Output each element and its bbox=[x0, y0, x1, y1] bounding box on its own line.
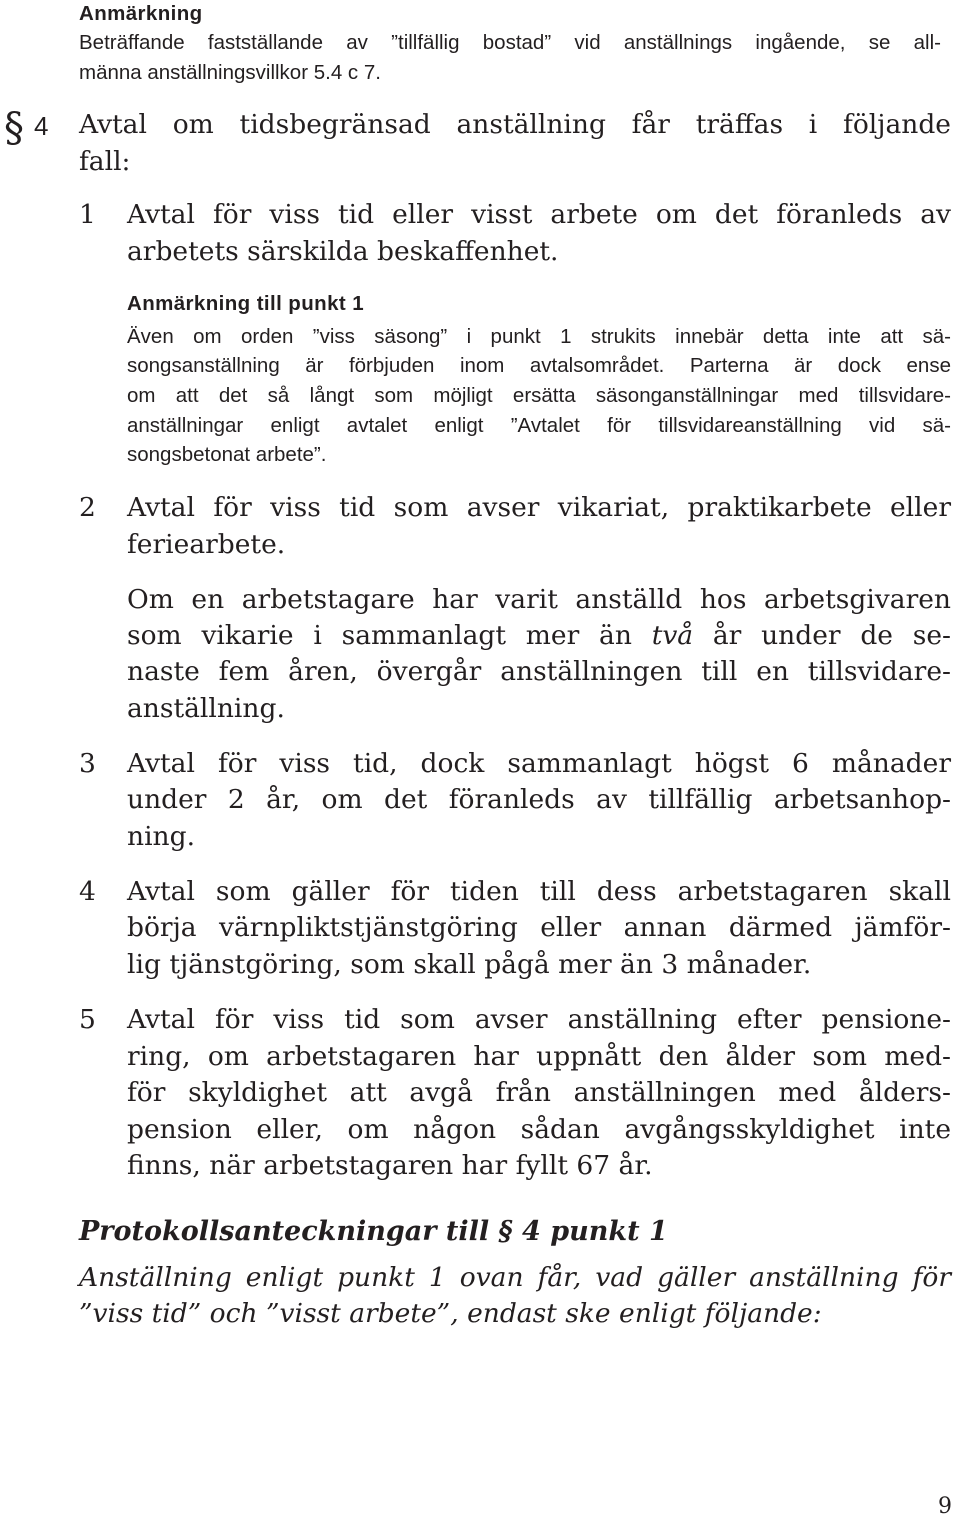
item-extra-line: Om en arbetstagare har varit anställd hos arbetsgivaren bbox=[127, 584, 951, 615]
section-symbol: § bbox=[4, 105, 24, 151]
section-number: 4 bbox=[34, 111, 49, 141]
item-number: 3 bbox=[79, 748, 96, 779]
item-line: under 2 år, om det föranleds av tillfällig arbetsanhop- bbox=[127, 784, 951, 815]
protocol-heading bbox=[79, 1216, 668, 1247]
item-line: ring, om arbetstagaren har uppnått den ålder som med- bbox=[127, 1041, 951, 1072]
item-note-line: songsanställning är förbjuden inom avtalsområdet. Parterna är dock ense bbox=[127, 354, 951, 377]
item-extra-italic: två bbox=[651, 620, 694, 651]
item-number: 5 bbox=[79, 1004, 96, 1035]
protocol-heading-symbol: § bbox=[498, 1216, 513, 1247]
note-line: männa anställningsvillkor 5.4 c 7. bbox=[79, 61, 381, 84]
item-number: 1 bbox=[79, 199, 96, 230]
item-line: pension eller, om någon sådan avgångsskyldighet inte bbox=[127, 1114, 951, 1145]
item-line: feriearbete. bbox=[127, 529, 286, 560]
item-line: Avtal för viss tid som avser vikariat, praktikarbete eller bbox=[127, 492, 951, 523]
item-line: finns, när arbetstagaren har fyllt 67 år. bbox=[127, 1150, 653, 1181]
item-note-title: Anmärkning till punkt 1 bbox=[127, 292, 364, 315]
item-note-line: Även om orden ”viss säsong” i punkt 1 strukits innebär detta inte att sä- bbox=[127, 325, 951, 348]
item-extra-text: år under de se- bbox=[693, 620, 951, 651]
page-number: 9 bbox=[938, 1494, 952, 1519]
item-extra-line: naste fem åren, övergår anställningen till en tillsvidare- bbox=[127, 656, 951, 687]
item-extra-line bbox=[127, 620, 951, 651]
protocol-line: Anställning enligt punkt 1 ovan får, vad gäller anställning för bbox=[79, 1262, 951, 1293]
item-number: 2 bbox=[79, 492, 96, 523]
note-title: Anmärkning bbox=[79, 2, 203, 25]
item-line: Avtal som gäller för tiden till dess arbetstagaren skall bbox=[127, 876, 951, 907]
item-extra-line: anställning. bbox=[127, 693, 285, 724]
item-line: för skyldighet att avgå från anställningen med ålders- bbox=[127, 1077, 951, 1108]
protocol-heading-text: Protokollsanteckningar till bbox=[79, 1216, 499, 1247]
item-line: Avtal för viss tid som avser anställning efter pensione- bbox=[127, 1004, 951, 1035]
section-intro-line: fall: bbox=[79, 146, 131, 177]
protocol-heading-text: 4 punkt 1 bbox=[512, 1216, 668, 1247]
item-line: Avtal för viss tid eller visst arbete om det föranleds av bbox=[127, 199, 951, 230]
item-extra-text: som vikarie i sammanlagt mer än bbox=[127, 620, 652, 651]
item-line: arbetets särskilda beskaffenhet. bbox=[127, 236, 559, 267]
item-note-line: songsbetonat arbete”. bbox=[127, 443, 327, 466]
item-line: ning. bbox=[127, 821, 195, 852]
item-note-line: anställningar enligt avtalet enligt ”Avtalet för tillsvidareanställning vid sä- bbox=[127, 414, 951, 437]
item-number: 4 bbox=[79, 876, 96, 907]
section-intro-line: Avtal om tidsbegränsad anställning får träffas i följande bbox=[79, 109, 951, 140]
item-note-line: om att det så långt som möjligt ersätta säsonganställningar med tillsvidare- bbox=[127, 384, 951, 407]
item-line: Avtal för viss tid, dock sammanlagt högst 6 månader bbox=[127, 748, 951, 779]
note-line: Beträffande fastställande av ”tillfällig bostad” vid anställnings ingående, se all- bbox=[79, 31, 941, 54]
item-line: börja värnpliktstjänstgöring eller annan därmed jämför- bbox=[127, 912, 951, 943]
protocol-line: ”viss tid” och ”visst arbete”, endast ske enligt följande: bbox=[79, 1298, 822, 1329]
item-line: lig tjänstgöring, som skall pågå mer än 3 månader. bbox=[127, 949, 812, 980]
